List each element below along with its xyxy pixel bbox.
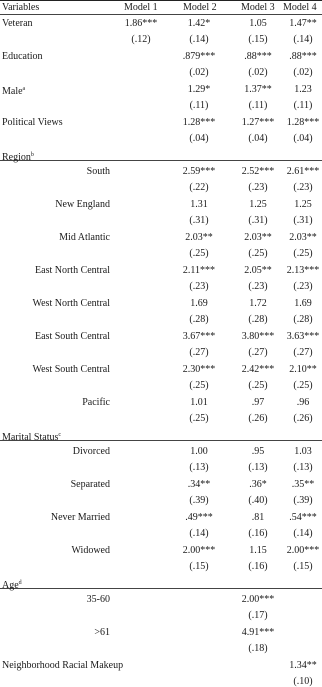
std-error-cell: (.14) (189, 528, 209, 539)
top-rule (0, 0, 322, 1)
row-label (0, 298, 110, 309)
std-error-cell: (.15) (189, 561, 209, 572)
row-label (0, 512, 110, 523)
row-label (0, 265, 110, 276)
std-error-cell: (.02) (189, 67, 209, 78)
row-label-text: Marital Status (2, 432, 59, 443)
coefficient-cell: 1.28*** (286, 117, 320, 128)
coefficient-cell: .36* (249, 479, 267, 490)
std-error-cell: (.28) (189, 314, 209, 325)
row-label-text: South (86, 166, 110, 177)
coefficient-cell: .97 (251, 397, 265, 408)
std-error-cell: (.22) (189, 182, 209, 193)
std-error-cell: (.39) (293, 495, 313, 506)
coefficient-cell: 2.05** (244, 265, 272, 276)
std-error-cell: (.25) (293, 380, 313, 391)
std-error-cell (113, 314, 169, 325)
row-label-text: Never Married (50, 512, 110, 523)
section-heading (2, 430, 61, 441)
coefficient-cell (113, 364, 169, 375)
row-label-text: East South Central (35, 331, 110, 342)
coefficient-cell: 3.67*** (182, 331, 216, 342)
row-label (0, 364, 110, 375)
row-label (2, 660, 123, 671)
coefficient-cell: .81 (251, 512, 265, 523)
row-label-text: East North Central (35, 265, 110, 276)
coefficient-cell: 1.15 (249, 545, 267, 556)
std-error-cell: (.23) (248, 182, 268, 193)
row-label (0, 397, 110, 408)
std-error-cell (113, 561, 169, 572)
coefficient-cell (284, 594, 322, 605)
coefficient-cell (113, 51, 169, 62)
std-error-cell: (.13) (189, 462, 209, 473)
header-model-1: Model 1 (124, 2, 158, 13)
row-label-text: Neighborhood Racial Makeup (2, 660, 124, 671)
coefficient-cell: 2.10** (289, 364, 317, 375)
coefficient-cell: 3.80*** (241, 331, 275, 342)
coefficient-cell: .54*** (289, 512, 317, 523)
coefficient-cell (113, 446, 169, 457)
row-label (2, 84, 25, 95)
coefficient-cell (113, 397, 169, 408)
std-error-cell (113, 281, 169, 292)
std-error-cell: (.04) (293, 133, 313, 144)
row-label-text: Veteran (2, 18, 33, 29)
row-label (0, 594, 110, 605)
coefficient-cell: 2.61*** (286, 166, 320, 177)
coefficient-cell (113, 512, 169, 523)
std-error-cell: (.27) (293, 347, 313, 358)
std-error-cell (113, 528, 169, 539)
std-error-cell: (.27) (248, 347, 268, 358)
coefficient-cell: 1.31 (190, 199, 208, 210)
std-error-cell: (.26) (293, 413, 313, 424)
std-error-cell: (.02) (248, 67, 268, 78)
row-label (2, 117, 63, 128)
std-error-cell: (.23) (248, 281, 268, 292)
row-label-text: 35-60 (86, 594, 110, 605)
std-error-cell (113, 347, 169, 358)
std-error-cell: (.27) (189, 347, 209, 358)
std-error-cell: (.25) (248, 248, 268, 259)
std-error-cell: (.11) (189, 100, 209, 111)
std-error-cell: (.25) (293, 248, 313, 259)
std-error-cell: (.25) (248, 380, 268, 391)
coefficient-cell (284, 627, 322, 638)
std-error-cell: (.14) (189, 34, 209, 45)
row-label-text: Region (2, 152, 31, 163)
std-error-cell: (.16) (248, 561, 268, 572)
coefficient-cell: 2.00*** (182, 545, 216, 556)
coefficient-cell: 1.00 (190, 446, 208, 457)
row-label-text: Pacific (82, 397, 110, 408)
coefficient-cell: 1.01 (190, 397, 208, 408)
coefficient-cell (171, 594, 227, 605)
std-error-cell: (.15) (293, 561, 313, 572)
header-variables: Variables (2, 2, 40, 13)
coefficient-cell: 2.59*** (182, 166, 216, 177)
std-error-cell (113, 676, 169, 687)
coefficient-cell (171, 627, 227, 638)
row-label (0, 232, 110, 243)
std-error-cell: (.40) (248, 495, 268, 506)
coefficient-cell (113, 265, 169, 276)
row-label-text: Political Views (2, 117, 63, 128)
std-error-cell (230, 676, 286, 687)
std-error-cell: (.25) (189, 248, 209, 259)
row-label-text: Mid Atlantic (59, 232, 110, 243)
row-label (2, 51, 43, 62)
header-model-3: Model 3 (241, 2, 275, 13)
coefficient-cell: 1.86*** (124, 18, 158, 29)
row-label (0, 199, 110, 210)
row-label-text: Widowed (71, 545, 110, 556)
std-error-cell: (.13) (248, 462, 268, 473)
row-label-text: Separated (70, 479, 110, 490)
coefficient-cell: 1.47** (289, 18, 317, 29)
std-error-cell: (.31) (189, 215, 209, 226)
coefficient-cell: 1.25 (249, 199, 267, 210)
coefficient-cell (113, 84, 169, 95)
footnote-marker: c (58, 432, 62, 438)
std-error-cell (113, 248, 169, 259)
std-error-cell: (.15) (248, 34, 268, 45)
coefficient-cell: 2.42*** (241, 364, 275, 375)
coefficient-cell: 1.69 (190, 298, 208, 309)
coefficient-cell: .96 (296, 397, 310, 408)
coefficient-cell (113, 479, 169, 490)
footnote-marker: d (18, 580, 22, 586)
coefficient-cell (113, 117, 169, 128)
coefficient-cell: 2.00*** (241, 594, 275, 605)
header-rule (0, 14, 322, 15)
coefficient-cell: 2.11*** (182, 265, 216, 276)
coefficient-cell (171, 660, 227, 671)
std-error-cell (113, 215, 169, 226)
std-error-cell: (.23) (189, 281, 209, 292)
std-error-cell: (.31) (293, 215, 313, 226)
coefficient-cell: .34** (187, 479, 211, 490)
coefficient-cell: .879*** (182, 51, 216, 62)
coefficient-cell: 2.13*** (286, 265, 320, 276)
std-error-cell: (.11) (293, 100, 313, 111)
coefficient-cell (230, 660, 286, 671)
coefficient-cell: .49*** (185, 512, 213, 523)
coefficient-cell: 2.00*** (286, 545, 320, 556)
coefficient-cell: 2.30*** (182, 364, 216, 375)
row-label-text: West South Central (32, 364, 110, 375)
coefficient-cell: 1.23 (294, 84, 312, 95)
std-error-cell: (.25) (189, 380, 209, 391)
coefficient-cell: 1.25 (294, 199, 312, 210)
std-error-cell: (.12) (131, 34, 151, 45)
std-error-cell: (.10) (293, 676, 313, 687)
coefficient-cell: 1.37** (244, 84, 272, 95)
std-error-cell (113, 495, 169, 506)
coefficient-cell: .95 (251, 446, 265, 457)
std-error-cell (113, 133, 169, 144)
header-model-4: Model 4 (283, 2, 317, 13)
coefficient-cell: 3.63*** (286, 331, 320, 342)
row-label-text: New England (55, 199, 110, 210)
std-error-cell (171, 643, 227, 654)
std-error-cell: (.26) (248, 413, 268, 424)
std-error-cell: (.17) (248, 610, 268, 621)
coefficient-cell: 1.42* (187, 18, 211, 29)
std-error-cell: (.28) (248, 314, 268, 325)
row-label-text: Age (2, 580, 19, 591)
row-label (0, 331, 110, 342)
coefficient-cell: 2.03** (244, 232, 272, 243)
coefficient-cell: 1.27*** (241, 117, 275, 128)
std-error-cell: (.31) (248, 215, 268, 226)
std-error-cell (171, 610, 227, 621)
coefficient-cell (113, 298, 169, 309)
section-rule (0, 160, 322, 161)
section-heading (2, 578, 22, 589)
std-error-cell (113, 643, 169, 654)
coefficient-cell: .88*** (244, 51, 272, 62)
std-error-cell (113, 67, 169, 78)
coefficient-cell: 1.34** (289, 660, 317, 671)
std-error-cell (113, 182, 169, 193)
std-error-cell (113, 610, 169, 621)
row-label-text: Education (2, 51, 43, 62)
coefficient-cell (113, 660, 169, 671)
std-error-cell: (.23) (293, 281, 313, 292)
std-error-cell: (.14) (293, 34, 313, 45)
std-error-cell: (.25) (189, 413, 209, 424)
row-label (0, 479, 110, 490)
std-error-cell (113, 100, 169, 111)
coefficient-cell: 1.29* (187, 84, 211, 95)
section-rule (0, 588, 322, 589)
std-error-cell: (.04) (248, 133, 268, 144)
std-error-cell: (.39) (189, 495, 209, 506)
std-error-cell: (.23) (293, 182, 313, 193)
std-error-cell: (.02) (293, 67, 313, 78)
std-error-cell (171, 676, 227, 687)
row-label-text: Divorced (72, 446, 110, 457)
row-label (0, 166, 110, 177)
std-error-cell (113, 462, 169, 473)
coefficient-cell: 1.05 (249, 18, 267, 29)
std-error-cell: (.04) (189, 133, 209, 144)
std-error-cell: (.28) (293, 314, 313, 325)
coefficient-cell: 4.91*** (241, 627, 275, 638)
coefficient-cell: .88*** (289, 51, 317, 62)
coefficient-cell (113, 331, 169, 342)
coefficient-cell (113, 627, 169, 638)
row-label-text: West North Central (32, 298, 110, 309)
std-error-cell: (.16) (248, 528, 268, 539)
std-error-cell: (.13) (293, 462, 313, 473)
footnote-marker: a (22, 86, 26, 92)
coefficient-cell (113, 594, 169, 605)
coefficient-cell: .35** (291, 479, 315, 490)
coefficient-cell: 2.03** (185, 232, 213, 243)
row-label-text: Male (2, 86, 23, 97)
std-error-cell: (.18) (248, 643, 268, 654)
coefficient-cell: 1.03 (294, 446, 312, 457)
std-error-cell (284, 643, 322, 654)
std-error-cell (113, 380, 169, 391)
row-label-text: >61 (94, 627, 110, 638)
coefficient-cell: 1.72 (249, 298, 267, 309)
section-heading (2, 150, 34, 161)
coefficient-cell: 1.69 (294, 298, 312, 309)
footnote-marker: b (30, 152, 34, 158)
std-error-cell (284, 610, 322, 621)
row-label (0, 446, 110, 457)
coefficient-cell: 2.03** (289, 232, 317, 243)
std-error-cell: (.11) (248, 100, 268, 111)
std-error-cell (113, 413, 169, 424)
std-error-cell: (.14) (293, 528, 313, 539)
coefficient-cell: 2.52*** (241, 166, 275, 177)
coefficient-cell: 1.28*** (182, 117, 216, 128)
row-label (2, 18, 33, 29)
coefficient-cell (113, 232, 169, 243)
coefficient-cell (113, 199, 169, 210)
coefficient-cell (113, 166, 169, 177)
row-label (0, 627, 110, 638)
header-model-2: Model 2 (183, 2, 217, 13)
